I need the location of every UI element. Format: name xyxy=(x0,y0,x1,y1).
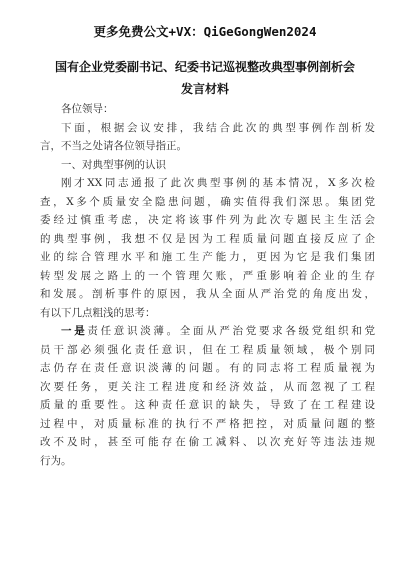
paragraph-line: 的典型事例，我想不仅是因为工程质量问题直接反应了企 xyxy=(40,232,375,245)
paragraph-line: 刚才XX同志通报了此次典型事例的基本情况，X多次检 xyxy=(61,177,375,189)
intro-line: 下面，根据会议安排，我结合此次的典型事例作剖析发 xyxy=(61,121,375,134)
paragraph-line: 有以下几点粗浅的思考： xyxy=(40,306,156,319)
paragraph-line: 转型发展之路上的一个管理欠账，严重影响着企业的生存 xyxy=(40,269,375,282)
point-line xyxy=(40,322,375,341)
point-label: 一是 xyxy=(61,325,88,337)
promo-banner: 更多免费公文+VX：QiGeGongWen2024 xyxy=(93,24,317,39)
paragraph-line: 质量的重要性。这种责任意识的缺失，导致了在工程建设 xyxy=(40,399,375,411)
paragraph-line: 过程中，对质量标准的执行不严格把控，对质量问题的整 xyxy=(40,417,375,430)
paragraph-line: 委经过慎重考虑，决定将该事件列为此次专题民主生活会 xyxy=(40,214,375,226)
paragraph-line: 查，X多个质量安全隐患问题，确实值得我们深思。集团党 xyxy=(40,195,375,208)
document-title-line2: 发言材料 xyxy=(180,82,229,96)
salutation: 各位领导： xyxy=(61,103,114,115)
paragraph-line: 志仍存在责任意识淡薄的问题。有的同志将工程质量视为 xyxy=(40,362,375,374)
paragraph-line: 员干部必须强化责任意识，但在工程质量领域，极个别同 xyxy=(40,343,375,356)
document-title: 国有企业党委副书记、纪委书记巡视整改典型事例剖析会 xyxy=(54,60,355,74)
paragraph-line: 行为。 xyxy=(40,454,72,467)
point-text: 责任意识淡薄。全面从严治党要求各级党组织和党 xyxy=(87,325,376,337)
document-body xyxy=(40,100,375,470)
paragraph-line: 改不及时，甚至可能存在偷工减料、以次充好等违法违规 xyxy=(40,436,375,448)
paragraph-line: 次要任务，更关注工程进度和经济效益，从而忽视了工程 xyxy=(40,380,375,393)
paragraph-line: 和发展。剖析事件的原因，我从全面从严治党的角度出发， xyxy=(40,288,375,300)
intro-line: 言，不当之处请各位领导指正。 xyxy=(40,140,187,152)
paragraph-line: 业的综合管理水平和施工生产能力，更因为它是我们集团 xyxy=(40,251,375,263)
section-heading: 一、对典型事例的认识 xyxy=(61,158,166,171)
